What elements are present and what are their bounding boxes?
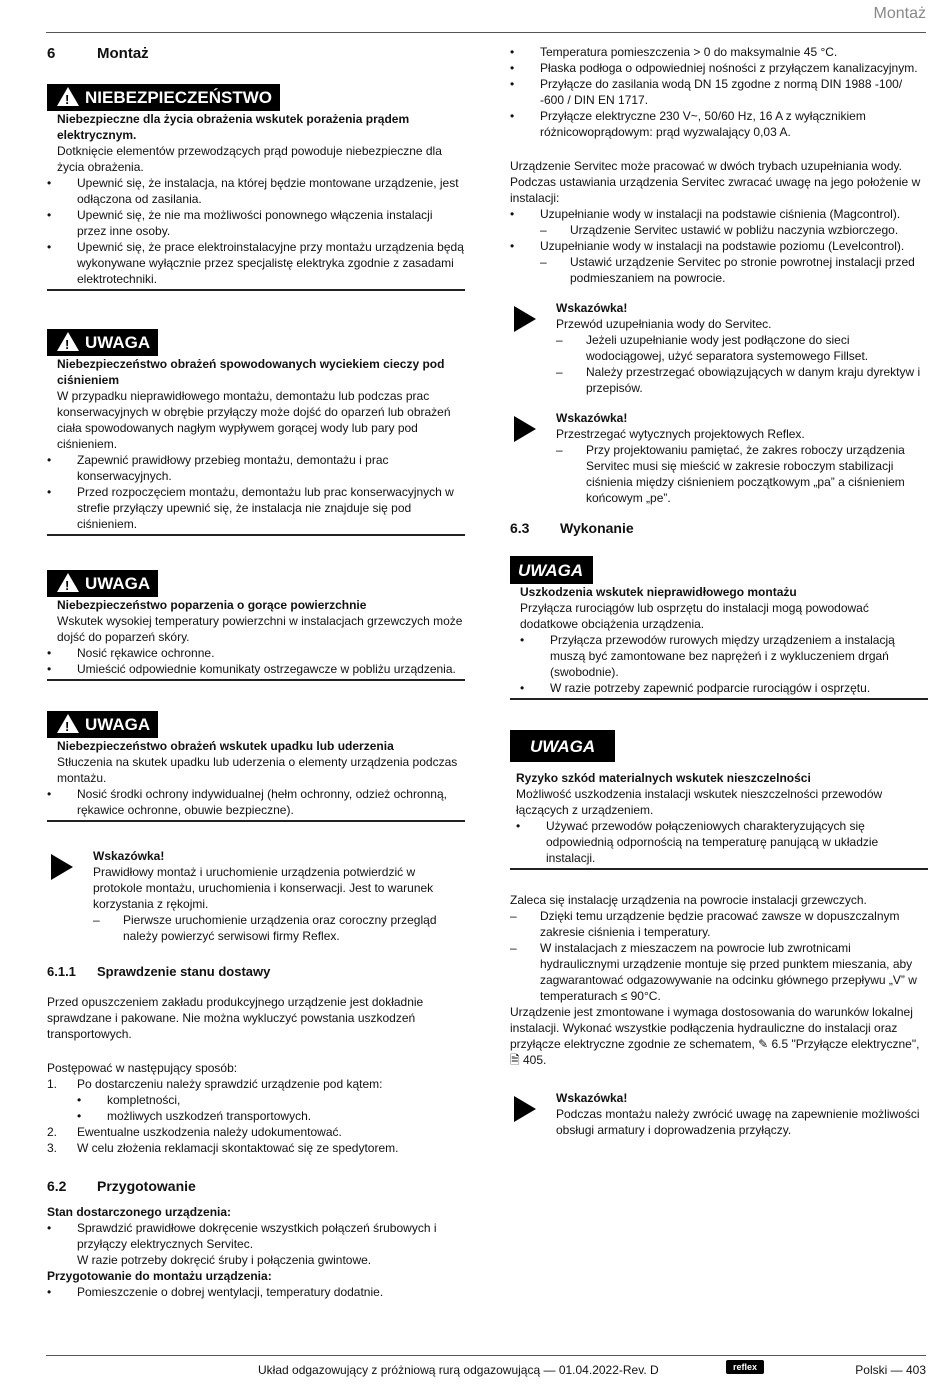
- modes-sublist: [510, 254, 928, 286]
- note-text: Podczas montażu należy zwrócić uwagę na zapewnienie możliwości obsługi armatury i doprowadzenia przyłączy.: [556, 1107, 920, 1137]
- note-arrow-icon: [514, 1096, 536, 1122]
- warning-list: [47, 175, 465, 287]
- section-6-2-heading: [47, 1178, 465, 1194]
- warning-title: Niebezpieczeństwo obrażeń spowodowanych wyciekiem cieczy pod ciśnieniem: [57, 357, 445, 387]
- modes-list: [510, 238, 928, 254]
- warning-icon: [57, 714, 79, 733]
- list-item: • możliwych uszkodzeń transportowych.: [77, 1108, 465, 1124]
- state-list: [47, 1220, 465, 1252]
- warning-title: Niebezpieczeństwo poparzenia o gorące powierzchnie: [57, 598, 367, 612]
- warning-list: [47, 452, 465, 532]
- step-number: 3.: [47, 1141, 58, 1155]
- caution-box: [47, 570, 465, 681]
- warning-icon: [57, 87, 79, 106]
- warning-text: Wskutek wysokiej temperatury powierzchni w instalacjach grzewczych może dojść do poparzeń skóry.: [57, 614, 463, 644]
- procedure-text: Postępować w następujący sposób:: [47, 1061, 238, 1075]
- note-list: [556, 332, 928, 396]
- note-text: Prawidłowy montaż i uruchomienie urządzenia potwierdzić w protokole montażu, uruchomienia i konserwacji. Jest to warunek korzystania z rękojmi.: [93, 865, 434, 911]
- note-arrow-icon: [514, 306, 536, 332]
- warning-text: Dotknięcie elementów przewodzących prąd powoduje niebezpieczne dla życia obrażenia.: [57, 144, 442, 174]
- list-item: • Płaska podłoga o odpowiedniej nośności z przyłączem kanalizacyjnym.: [510, 60, 928, 76]
- list-item: – W instalacjach z mieszaczem na powrocie lub zwrotnicami hydraulicznymi urządzenie montuje się przed punktem mieszania, aby zagwarantować odgazowywanie na odcinku głównego przepływu „V” w temperaturach ≤ 90°C.: [510, 940, 928, 1004]
- section-number: 6.2: [47, 1178, 67, 1194]
- footer-page-number: Polski — 403: [855, 1363, 926, 1377]
- caution-badge: [47, 711, 158, 738]
- reflex-logo: reflex: [726, 1360, 764, 1374]
- step-number: 1.: [47, 1077, 58, 1091]
- warning-icon: [57, 573, 79, 592]
- note-title: Wskazówka!: [93, 849, 165, 863]
- list-item: – Należy przestrzegać obowiązujących w danym kraju dyrektyw i przepisów.: [556, 364, 928, 396]
- step-sublist: [77, 1092, 465, 1124]
- note-text: Przewód uzupełniania wody do Servitec.: [556, 317, 772, 331]
- note-arrow-icon: [51, 854, 73, 880]
- modes-text: Urządzenie Servitec może pracować w dwóch trybach uzupełniania wody. Podczas ustawiania urządzenia Servitec zwracać uwagę na jego położenie w instalacji:: [510, 159, 921, 205]
- caution-box: [47, 711, 465, 822]
- warning-list: [47, 645, 465, 677]
- list-item: – Pierwsze uruchomienie urządzenia oraz coroczny przegląd należy powierzyć serwisowi firmy Reflex.: [93, 912, 465, 944]
- note-box: [47, 848, 465, 944]
- step-text: Ewentualne uszkodzenia należy udokumentować.: [77, 1125, 342, 1139]
- badge-label: UWAGA: [85, 574, 151, 593]
- step-text: W celu złożenia reklamacji skontaktować się ze spedytorem.: [77, 1141, 399, 1155]
- page-header: [46, 0, 926, 33]
- mount-title: Przygotowanie do montażu urządzenia:: [47, 1269, 272, 1283]
- left-column: [47, 44, 465, 1300]
- list-item: • Upewnić się, że instalacja, na której będzie montowane urządzenie, jest odłączona od zasilania.: [47, 175, 465, 207]
- list-item: – Przy projektowaniu pamiętać, że zakres roboczy urządzenia Servitec musi się mieścić w zakresie roboczym stabilizacji ciśnienia między ciśnieniem początkowym „pa” a ciśnieniem końcowym „pe”.: [556, 442, 928, 506]
- right-column: [510, 44, 928, 1138]
- list-item: – Urządzenie Servitec ustawić w pobliżu naczynia wzbiorczego.: [510, 222, 928, 238]
- warning-list: [47, 786, 465, 818]
- warning-icon: [57, 332, 79, 351]
- warning-list: [490, 632, 928, 696]
- list-item: – Dzięki temu urządzenie będzie pracować zawsze w dopuszczalnym zakresie ciśnienia i temperatury.: [510, 908, 928, 940]
- state-title: Stan dostarczonego urządzenia:: [47, 1205, 232, 1219]
- warning-title: Ryzyko szkód materialnych wskutek nieszczelności: [516, 771, 811, 785]
- section-title: Sprawdzenie stanu dostawy: [97, 964, 271, 979]
- note-arrow-icon: [514, 416, 536, 442]
- warning-text: W przypadku nieprawidłowego montażu, demontażu lub podczas prac konserwacyjnych w obrębie przyłączy może dojść do oparzeń lub obrażeń ciała spowodowanych nagłym wypływem gorącej wody lub pary pod ciśnieniem.: [57, 389, 451, 451]
- modes-list: [510, 206, 928, 222]
- execution-text-2: Urządzenie jest zmontowane i wymaga dostosowania do warunków lokalnej instalacji. Wykonać wszystkie podłączenia hydrauliczne do instalacji oraz przyłącze elektryczne zgodnie ze schematem, ✎ 6.5 "Przyłącze elektryczne", 🗎 405.: [510, 1005, 920, 1067]
- caution-badge: [47, 570, 158, 597]
- section-number: 6.3: [510, 520, 530, 536]
- warning-title: Uszkodzenia wskutek nieprawidłowego montażu: [520, 585, 797, 599]
- mount-list-part1: [47, 1284, 465, 1300]
- note-text: Przestrzegać wytycznych projektowych Reflex.: [556, 427, 805, 441]
- caution-badge: UWAGA: [510, 556, 593, 584]
- list-item: • Używać przewodów połączeniowych charakteryzujących się odpowiednią odpornością na temperaturę panującą w układzie instalacji.: [486, 818, 928, 866]
- procedure-steps: [47, 1076, 465, 1156]
- step-text: Po dostarczeniu należy sprawdzić urządzenie pod kątem:: [77, 1077, 383, 1091]
- section-title: Przygotowanie: [97, 1178, 196, 1194]
- section-number: 6.1.1: [47, 964, 76, 979]
- list-item: • W razie potrzeby zapewnić podparcie rurociągów i osprzętu.: [490, 680, 928, 696]
- warning-text: Stłuczenia na skutek upadku lub uderzenia o elementy urządzenia podczas montażu.: [57, 755, 458, 785]
- caution-badge: UWAGA: [510, 730, 615, 762]
- note-list: [93, 912, 465, 944]
- execution-list: [510, 908, 928, 1004]
- step: [47, 1124, 465, 1140]
- badge-label: NIEBEZPIECZEŃSTWO: [85, 88, 273, 107]
- mount-list-part2: [510, 44, 928, 140]
- step: [47, 1140, 465, 1156]
- list-item: • Pomieszczenie o dobrej wentylacji, temperatury dodatnie.: [47, 1284, 465, 1300]
- caution-box: [47, 329, 465, 536]
- warning-text: Możliwość uszkodzenia instalacji wskutek nieszczelności przewodów łączących z urządzeniem.: [516, 787, 883, 817]
- list-item: • Nosić rękawice ochronne.: [47, 645, 465, 661]
- note-title: Wskazówka!: [556, 1091, 628, 1105]
- caution-badge: [47, 329, 158, 356]
- state-note: W razie potrzeby dokręcić śruby i połączenia gwintowe.: [77, 1253, 372, 1267]
- badge-label: UWAGA: [85, 715, 151, 734]
- danger-badge: [47, 84, 280, 111]
- list-item: • Temperatura pomieszczenia > 0 do maksymalnie 45 °C.: [510, 44, 928, 60]
- note-title: Wskazówka!: [556, 301, 628, 315]
- caution-box: [510, 556, 928, 700]
- list-item: • Upewnić się, że prace elektroinstalacyjne przy montażu urządzenia będą wykonywane wyłącznie przez specjalistę elektryka zgodnie z zasadami elektrotechniki.: [47, 239, 465, 287]
- note-list: [556, 442, 928, 506]
- section-number: 6: [47, 45, 56, 62]
- step: [47, 1076, 465, 1124]
- badge-label: UWAGA: [85, 333, 151, 352]
- list-item: • Przed rozpoczęciem montażu, demontażu lub prac konserwacyjnych w strefie przyłączy upewnić się, że instalacja nie znajduje się pod ciśnieniem.: [47, 484, 465, 532]
- note-title: Wskazówka!: [556, 411, 628, 425]
- header-section-title: Montaż: [873, 5, 926, 22]
- section-6-heading: [47, 46, 465, 62]
- page-footer: [46, 1355, 926, 1386]
- warning-list: [486, 818, 928, 866]
- note-box: [510, 300, 928, 396]
- list-item: • Przyłącza przewodów rurowych między urządzeniem a instalacją muszą być zamontowane bez naprężeń i z wykluczeniem drgań (swobodnie).: [490, 632, 928, 680]
- list-item: • Przyłącze elektryczne 230 V~, 50/60 Hz, 16 A z wyłącznikiem różnicowoprądowym: prąd wyzwalający 0,03 A.: [510, 108, 928, 140]
- note-box: [510, 410, 928, 506]
- warning-title: Niebezpieczne dla życia obrażenia wskutek porażenia prądem elektrycznym.: [57, 112, 410, 142]
- execution-text: Zaleca się instalację urządzenia na powrocie instalacji grzewczych.: [510, 893, 867, 907]
- list-item: – Ustawić urządzenie Servitec po stronie powrotnej instalacji przed podmieszaniem na powrocie.: [510, 254, 928, 286]
- list-item: • Umieścić odpowiednie komunikaty ostrzegawcze w pobliżu urządzenia.: [47, 661, 465, 677]
- list-item: • Uzupełnianie wody w instalacji na podstawie ciśnienia (Magcontrol).: [510, 206, 928, 222]
- warning-title: Niebezpieczeństwo obrażeń wskutek upadku lub uderzenia: [57, 739, 394, 753]
- list-item: • Zapewnić prawidłowy przebieg montażu, demontażu i prac konserwacyjnych.: [47, 452, 465, 484]
- section-6-1-1-heading: [47, 964, 465, 980]
- caution-box: [510, 730, 928, 870]
- delivery-text: Przed opuszczeniem zakładu produkcyjnego urządzenie jest dokładnie sprawdzane i pakowane. Nie można wykluczyć powstania uszkodzeń transportowych.: [47, 995, 424, 1041]
- footer-document-title: Układ odgazowujący z próżniową rurą odgazowującą — 01.04.2022-Rev. D: [258, 1363, 659, 1377]
- list-item: • Nosić środki ochrony indywidualnej (hełm ochronny, odzież ochronną, rękawice ochronne, obuwie bezpieczne).: [47, 786, 465, 818]
- step-number: 2.: [47, 1125, 58, 1139]
- note-box: [510, 1090, 928, 1138]
- section-6-3-heading: [510, 520, 928, 536]
- warning-text: Przyłącza rurociągów lub osprzętu do instalacji mogą powodować dodatkowe obciążenia urządzenia.: [520, 601, 869, 631]
- list-item: • Przyłącze do zasilania wodą DN 15 zgodne z normą DIN 1988 -100/ -600 / DIN EN 1717.: [510, 76, 928, 108]
- section-title: Wykonanie: [560, 520, 634, 536]
- list-item: • Uzupełnianie wody w instalacji na podstawie poziomu (Levelcontrol).: [510, 238, 928, 254]
- modes-sublist: [510, 222, 928, 238]
- list-item: • Upewnić się, że nie ma możliwości ponownego włączenia instalacji przez inne osoby.: [47, 207, 465, 239]
- section-title: Montaż: [97, 45, 149, 62]
- danger-box: [47, 84, 465, 291]
- list-item: • Sprawdzić prawidłowe dokręcenie wszystkich połączeń śrubowych i przyłączy elektrycznych Servitec.: [47, 1220, 465, 1252]
- list-item: • kompletności,: [77, 1092, 465, 1108]
- list-item: – Jeżeli uzupełnianie wody jest podłączone do sieci wodociągowej, użyć separatora systemowego Fillset.: [556, 332, 928, 364]
